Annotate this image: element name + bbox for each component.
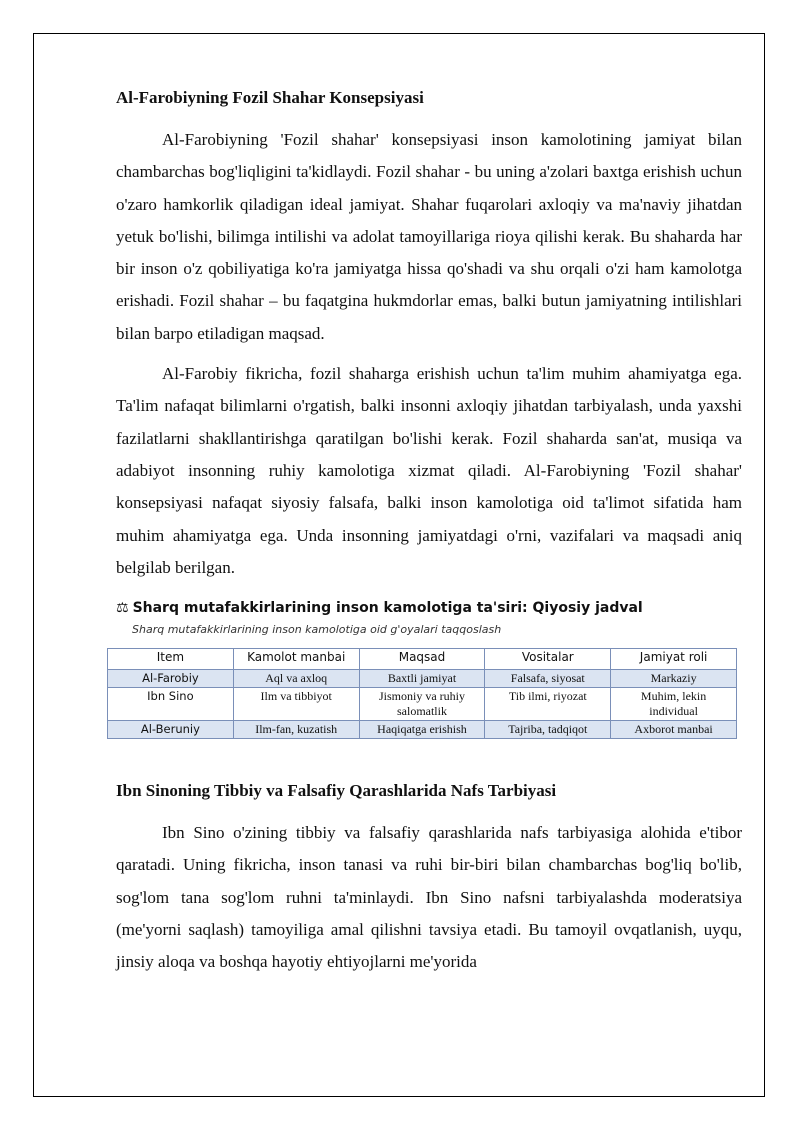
table-cell: Baxtli jamiyat <box>359 670 485 688</box>
table-cell: Haqiqatga erishish <box>359 721 485 739</box>
column-header: Jamiyat roli <box>611 649 737 670</box>
paragraph: Al-Farobiyning 'Fozil shahar' konsepsiyasi inson kamolotining jamiyat bilan chambarchas bog'liqligini ta'kidlaydi. Fozil shahar - bu uning a'zolari baxtga erishish uchun o'zaro hamkorlik qiladigan ideal jamiyat. Shahar fuqarolari axloqiy va ma'naviy jihatdan yetuk bo'lishi, bilimga intilishi va adolat tamoyillariga rioya qilishi kerak. Bu shaharda har bir inson o'z qobiliyatiga ko'ra jamiyatga hissa qo'shadi va shu orqali o'zi ham kamolotga erishadi. Fozil shahar – bu faqatgina hukmdorlar emas, balki butun jamiyatning intilishlari bilan barpo etiladigan maqsad. <box>116 130 742 343</box>
table-cell: Al-Farobiy <box>108 670 234 688</box>
section-heading-farobiy: Al-Farobiyning Fozil Shahar Konsepsiyasi <box>116 88 424 107</box>
comparison-table <box>107 648 737 739</box>
table-cell: Jismoniy va ruhiy salomatlik <box>359 688 485 721</box>
table-subcaption: Sharq mutafakkirlarining inson kamolotiga oid g'oyalari taqqoslash <box>132 623 502 637</box>
table-cell: Ilm va tibbiyot <box>233 688 359 721</box>
table-cell: Tib ilmi, riyozat <box>485 688 611 721</box>
table-cell: Al-Beruniy <box>108 721 234 739</box>
table-header-row <box>108 649 737 670</box>
table-cell: Tajriba, tadqiqot <box>485 721 611 739</box>
scales-icon: ⚖ <box>116 600 129 617</box>
column-header: Vositalar <box>485 649 611 670</box>
table-cell: Falsafa, siyosat <box>485 670 611 688</box>
table-cell: Markaziy <box>611 670 737 688</box>
table-caption-text: Sharq mutafakkirlarining inson kamolotiga ta'siri: Qiyosiy jadval <box>132 600 643 617</box>
table-row <box>108 688 737 721</box>
table-cell: Muhim, lekin individual <box>611 688 737 721</box>
table-row <box>108 670 737 688</box>
table-cell: Aql va axloq <box>233 670 359 688</box>
table-caption <box>116 598 742 618</box>
column-header: Maqsad <box>359 649 485 670</box>
table-cell: Ilm-fan, kuzatish <box>233 721 359 739</box>
document-body <box>116 86 742 987</box>
column-header: Kamolot manbai <box>233 649 359 670</box>
paragraph: Ibn Sino o'zining tibbiy va falsafiy qarashlarida nafs tarbiyasiga alohida e'tibor qaratadi. Uning fikricha, inson tanasi va ruhi bir-biri bilan chambarchas bog'liq bo'lib, sog'lom tana sog'lom ruhni ta'minlaydi. Ibn Sino nafsni tarbiyalashda moderatsiya (me'yorni saqlash) tamoyiliga amal qilishni tavsiya etadi. Bu tamoyil ovqatlanish, uyqu, jinsiy aloqa va boshqa hayotiy ehtiyojlarni me'yorida <box>116 823 742 972</box>
table-cell: Axborot manbai <box>611 721 737 739</box>
table-cell: Ibn Sino <box>108 688 234 721</box>
paragraph: Al-Farobiy fikricha, fozil shaharga erishish uchun ta'lim muhim ahamiyatga ega. Ta'lim nafaqat bilimlarni o'rgatish, balki insonni axloqiy jihatdan tarbiyalash, unda yaxshi fazilatlarni shakllantirishga qaratilgan bo'lishi kerak. Fozil shaharda san'at, musiqa va adabiyot insonning ruhiy kamolotiga xizmat qiladi. Al-Farobiyning 'Fozil shahar' konsepsiyasi nafaqat siyosiy falsafa, balki inson kamolotiga oid ta'limot sifatida ham muhim ahamiyatga ega. Unda insonning jamiyatdagi o'rni, vazifalari va maqsadi aniq belgilab berilgan. <box>116 364 742 577</box>
section-heading-ibn-sino: Ibn Sinoning Tibbiy va Falsafiy Qarashlarida Nafs Tarbiyasi <box>116 781 557 801</box>
table-row <box>108 721 737 739</box>
column-header: Item <box>108 649 234 670</box>
